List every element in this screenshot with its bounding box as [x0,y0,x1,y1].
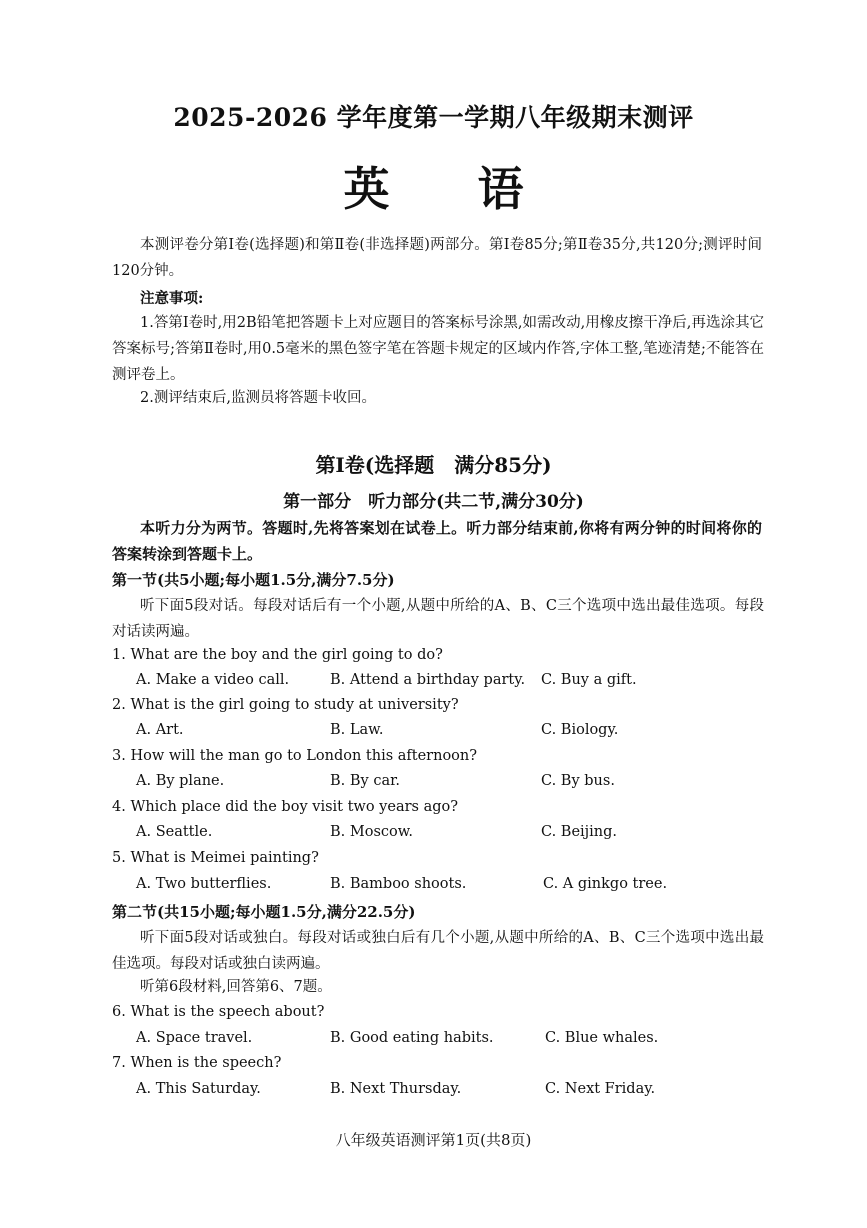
notice-item-1: 1.答第Ⅰ卷时,用2B铅笔把答题卡上对应题目的答案标号涂黑,如需改动,用橡皮擦干净后,再选涂其它答案标号;答第Ⅱ卷时,用0.5毫米的黑色签字笔在答题卡规定的区域内作答,字体工整,笔迹清楚;不能答在测评卷上。 [112,315,764,383]
q6-option-a: A. Space travel. [136,1030,253,1046]
q4-option-b: B. Moscow. [330,824,414,840]
q3-option-c: C. By bus. [541,773,615,789]
q2-option-a: A. Art. [136,722,184,738]
question-6: 6. What is the speech about? [112,1004,325,1020]
listening-intro: 本听力分为两节。答题时,先将答案划在试卷上。听力部分结束前,你将有两分钟的时间将你的答案转涂到答题卡上。 [112,519,762,563]
q2-option-c: C. Biology. [541,722,619,738]
q2-option-b: B. Law. [330,722,384,738]
q4-option-a: A. Seattle. [136,824,213,840]
q5-option-c: C. A ginkgo tree. [543,876,668,892]
section1-heading: 第一节(共5小题;每小题1.5分,满分7.5分) [112,571,395,589]
q1-option-a: A. Make a video call. [136,672,290,688]
section2-instruction: 听下面5段对话或独白。每段对话或独白后有几个小题,从题中所给的A、B、C三个选项中选出最佳选项。每段对话或独白读两遍。 [112,930,764,972]
question-5: 5. What is Meimei painting? [112,850,319,866]
q3-option-b: B. By car. [330,773,401,789]
notice-heading: 注意事项: [140,290,204,307]
exam-title: 2025-2026 学年度第一学期八年级期末测评 [173,103,694,132]
q1-option-c: C. Buy a gift. [541,672,637,688]
part-heading: 第Ⅰ卷(选择题 满分85分) [315,453,552,477]
question-2: 2. What is the girl going to study at university? [112,697,459,713]
q3-option-a: A. By plane. [136,773,225,789]
subject-title: 英 语 [343,162,560,216]
question-1: 1. What are the boy and the girl going to do? [112,647,443,663]
q5-option-a: A. Two butterflies. [136,876,272,892]
q5-option-b: B. Bamboo shoots. [330,876,467,892]
section1-instruction: 听下面5段对话。每段对话后有一个小题,从题中所给的A、B、C三个选项中选出最佳选项。每段对话读两遍。 [112,598,764,640]
question-3: 3. How will the man go to London this afternoon? [112,748,478,764]
section-heading: 第一部分 听力部分(共二节,满分30分) [283,492,584,512]
page-footer: 八年级英语测评第1页(共8页) [335,1131,532,1149]
notice-item-2: 2.测评结束后,监测员将答题卡收回。 [140,390,376,406]
question-7: 7. When is the speech? [112,1055,282,1071]
q6-option-c: C. Blue whales. [545,1030,659,1046]
material-note: 听第6段材料,回答第6、7题。 [140,979,332,995]
q7-option-b: B. Next Thursday. [330,1081,462,1097]
question-4: 4. Which place did the boy visit two years ago? [112,799,458,815]
exam-intro: 本测评卷分第Ⅰ卷(选择题)和第Ⅱ卷(非选择题)两部分。第Ⅰ卷85分;第Ⅱ卷35分,共120分;测评时间120分钟。 [112,237,762,279]
q7-option-c: C. Next Friday. [545,1081,656,1097]
q6-option-b: B. Good eating habits. [330,1030,494,1046]
section2-heading: 第二节(共15小题;每小题1.5分,满分22.5分) [112,903,416,921]
q1-option-b: B. Attend a birthday party. [330,672,526,688]
q4-option-c: C. Beijing. [541,824,618,840]
q7-option-a: A. This Saturday. [136,1081,261,1097]
